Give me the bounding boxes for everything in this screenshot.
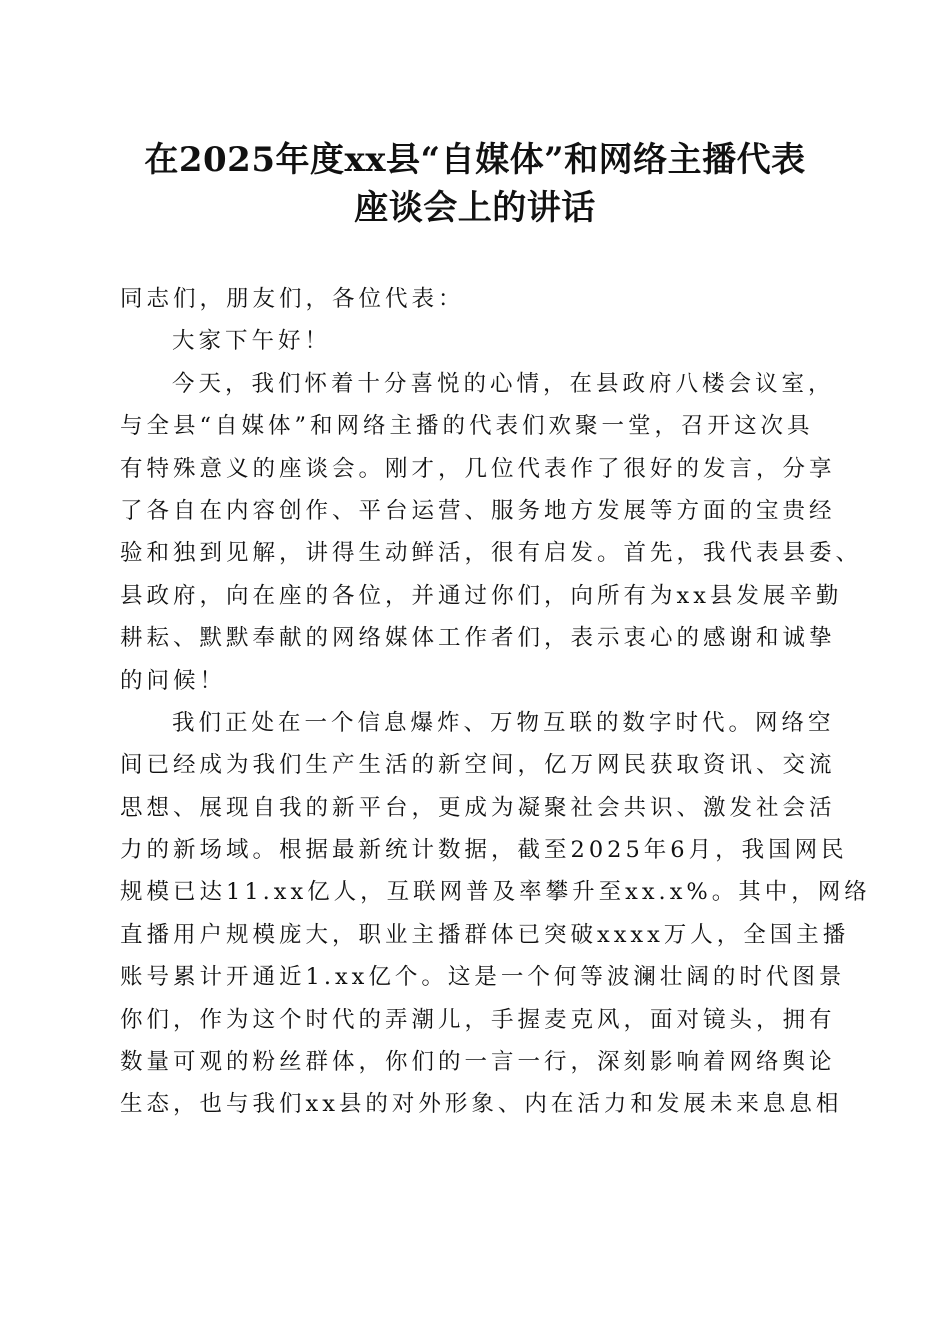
paragraph-line: 有特殊意义的座谈会。刚才，几位代表作了很好的发言，分享 [120,455,836,482]
paragraph-line: 数量可观的粉丝群体，你们的一言一行，深刻影响着网络舆论 [120,1049,836,1076]
greeting: 大家下午好！ [172,328,332,355]
paragraph-line: 验和独到见解，讲得生动鲜活，很有启发。首先，我代表县委、 [120,540,863,567]
document-body [120,278,871,1126]
paragraph-line: 今天，我们怀着十分喜悦的心情，在县政府八楼会议室， [172,370,835,397]
title-line: 座谈会上的讲话 [354,188,596,228]
salutation: 同志们，朋友们，各位代表： [120,286,465,312]
paragraph-line: 你们，作为这个时代的弄潮儿，手握麦克风，面对镜头，拥有 [120,1006,836,1033]
paragraph-line: 耕耘、默默奉献的网络媒体工作者们，表示衷心的感谢和诚挚 [120,625,836,652]
paragraph-line: 思想、展现自我的新平台，更成为凝聚社会共识、激发社会活 [120,794,836,821]
paragraph-line: 的问候！ [120,667,227,694]
paragraph-1 [120,363,863,702]
paragraph-line: 与全县“自媒体”和网络主播的代表们欢聚一堂，召开这次具 [120,413,814,440]
paragraph-line: 县政府，向在座的各位，并通过你们，向所有为xx县发展辛勤 [120,582,843,609]
title-line: 在2025年度xx县“自媒体”和网络主播代表 [144,140,806,180]
paragraph-line: 账号累计开通近1.xx亿个。这是一个何等波澜壮阔的时代图景 [120,964,846,991]
paragraph-line: 间已经成为我们生产生活的新空间，亿万网民获取资讯、交流 [120,752,836,779]
paragraph-line: 力的新场域。根据最新统计数据，截至2025年6月，我国网民 [120,837,848,864]
document-title [100,136,850,232]
paragraph-line: 规模已达11.xx亿人，互联网普及率攀升至xx.x%。其中，网络 [120,879,871,906]
paragraph-line: 直播用户规模庞大，职业主播群体已突破xxxx万人，全国主播 [120,921,850,948]
paragraph-line: 了各自在内容创作、平台运营、服务地方发展等方面的宝贵经 [120,497,836,524]
paragraph-line: 生态，也与我们xx县的对外形象、内在活力和发展未来息息相 [120,1091,843,1118]
paragraph-2 [120,702,871,1126]
paragraph-line: 我们正处在一个信息爆炸、万物互联的数字时代。网络空 [172,709,835,736]
